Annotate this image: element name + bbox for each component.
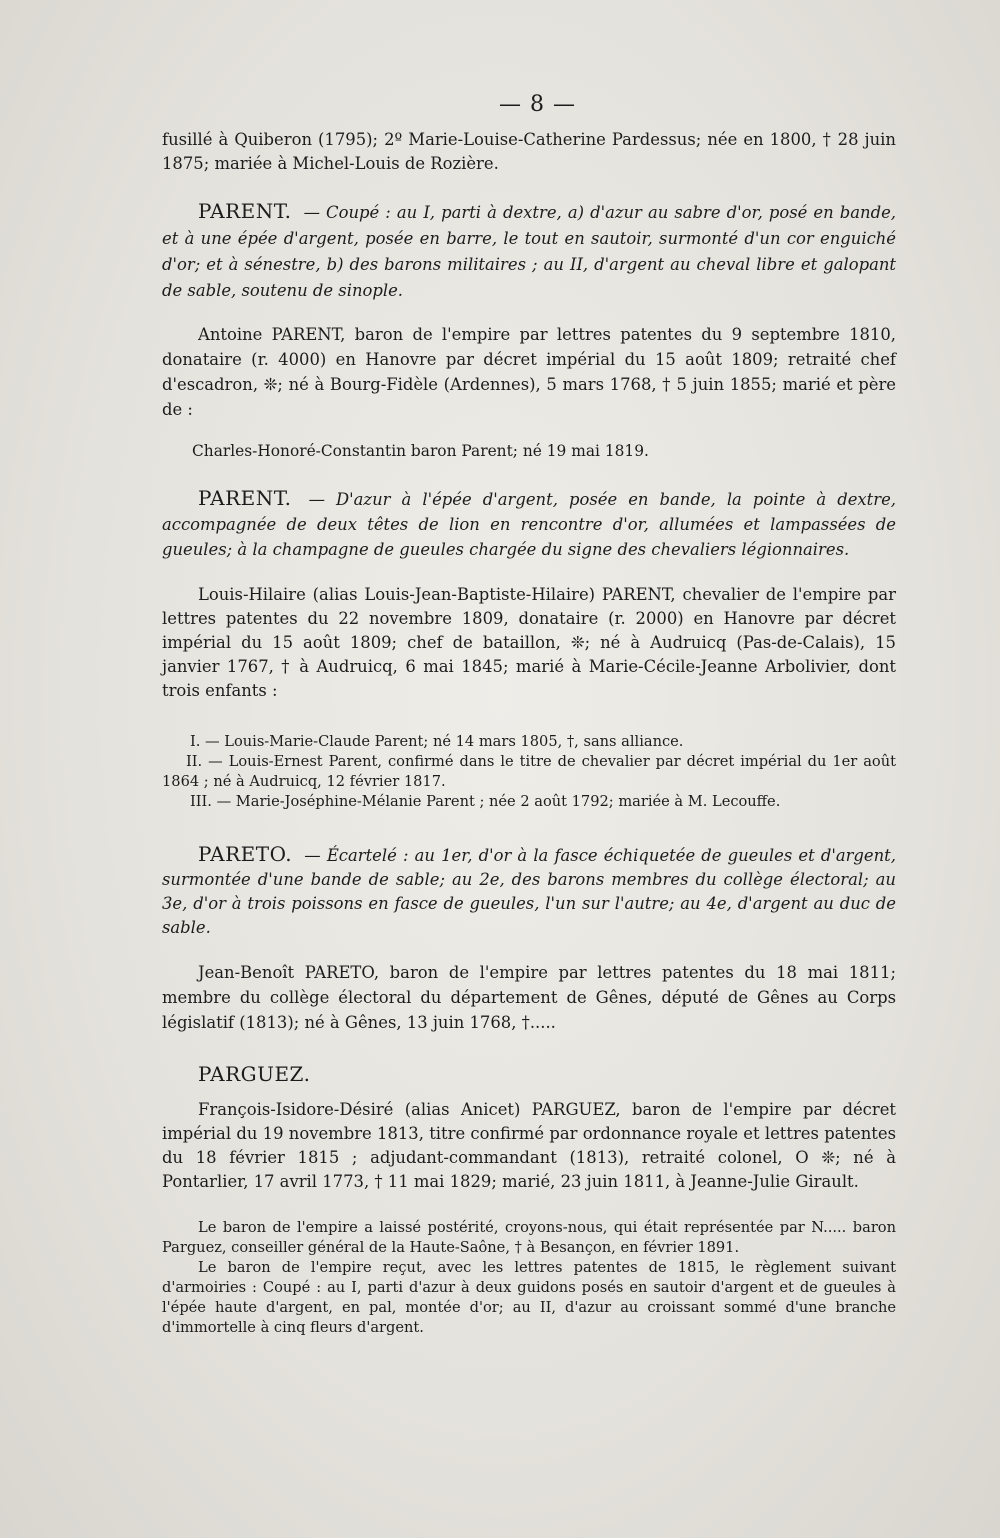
paragraph: Antoine PARENT, baron de l'empire par lettres patentes du 9 septembre 1810, donataire (r. 4000) en Hanovre par décret impérial du 15 août 1809; retraité chef d'escadron, ❊; né à Bourg-Fidèle (Ardennes), 5 mars 1768, † 5 juin 1855; marié et père de : (162, 325, 896, 419)
arms-text: — Coupé : au I, parti à dextre, a) d'azur au sabre d'or, posé en bande, et à une épée d'argent, posée en barre, le tout en sautoir, surmonté d'un cor enguiché d'or; et à sénestre, b) des barons militaires ; au II, d'argent au cheval libre et galopant de sable, soutenu de sinople. (162, 203, 896, 300)
paragraph: François-Isidore-Désiré (alias Anicet) PARGUEZ, baron de l'empire par décret impérial du 19 novembre 1813, titre confirmé par ordonnance royale et lettres patentes du 18 février 1815 ; adjudant-commandant (1813), retraité colonel, O ❊; né à Pontarlier, 17 avril 1773, † 11 mai 1829; marié, 23 juin 1811, à Jeanne-Julie Girault. (162, 1100, 896, 1191)
entry-heading: PARENT. (198, 199, 292, 223)
arms-paragraph (162, 486, 896, 562)
paragraph: Jean-Benoît PARETO, baron de l'empire par lettres patentes du 18 mai 1811; membre du collège électoral du département de Gênes, député de Gênes au Corps législatif (1813); né à Gênes, 13 juin 1768, †..... (162, 963, 896, 1032)
children-list (162, 732, 896, 812)
entry-parguez-notes (162, 1218, 896, 1338)
note-paragraph: Le baron de l'empire reçut, avec les lettres patentes de 1815, le règlement suivant d'armoiries : Coupé : au I, parti d'azur à deux guidons posés en sautoir d'argent et de gueules à l'épée haute d'argent, en pal, montée d'or; au II, d'azur au croissant sommé d'une branche d'immortelle à cinq fleurs d'argent. (162, 1259, 896, 1336)
entry-pareto-bio (162, 960, 896, 1035)
child-3: III. — Marie-Joséphine-Mélanie Parent ; née 2 août 1792; mariée à M. Lecouffe. (190, 793, 781, 810)
entry-parent-1-arms (162, 198, 896, 304)
arms-text: — Écartelé : au 1er, d'or à la fasce échiquetée de gueules et d'argent, surmontée d'une bande de sable; au 2e, des barons membres du collège électoral; au 3e, d'or à trois poissons en fasce de gueules, l'un sur l'autre; au 4e, d'argent au duc de sable. (162, 846, 896, 937)
entry-heading: PARETO. (198, 842, 293, 866)
entry-heading: PARENT. (198, 486, 292, 510)
entry-pareto-arms (162, 842, 896, 940)
paragraph: Louis-Hilaire (alias Louis-Jean-Baptiste-Hilaire) PARENT, chevalier de l'empire par lettres patentes du 22 novembre 1809, donataire (r. 2000) en Hanovre par décret impérial du 15 août 1809; chef de bataillon, ❊; né à Audruicq (Pas-de-Calais), 15 janvier 1767, † à Audruicq, 6 mai 1845; marié à Marie-Cécile-Jeanne Arbolivier, dont trois enfants : (162, 585, 896, 700)
child-2: II. — Louis-Ernest Parent, confirmé dans le titre de chevalier par décret impérial du 1er août 1864 ; né à Audruicq, 12 février 1817. (162, 753, 896, 790)
entry-parguez-heading (162, 1062, 896, 1088)
paragraph: Charles-Honoré-Constantin baron Parent; né 19 mai 1819. (192, 442, 649, 460)
entry-parent-1-bio (162, 322, 896, 422)
entry-parguez-bio (162, 1098, 896, 1194)
arms-text: — D'azur à l'épée d'argent, posée en bande, la pointe à dextre, accompagnée de deux têtes de lion en rencontre d'or, allumées et lampassées de gueules; à la champagne de gueules chargée du signe des chevaliers légionnaires. (162, 490, 897, 559)
arms-paragraph (162, 842, 896, 940)
heading-line (162, 1062, 896, 1088)
paragraph: fusillé à Quiberon (1795); 2º Marie-Louise-Catherine Pardessus; née en 1800, † 28 juin 1875; mariée à Michel-Louis de Rozière. (162, 130, 896, 173)
child-1: I. — Louis-Marie-Claude Parent; né 14 mars 1805, †, sans alliance. (190, 733, 684, 750)
entry-parent-2-bio (162, 583, 896, 703)
child-line (162, 440, 896, 462)
arms-paragraph (162, 198, 896, 304)
note-paragraph: Le baron de l'empire a laissé postérité, croyons-nous, qui était représentée par N..... baron Parguez, conseiller général de la Haute-Saône, † à Besançon, en février 1891. (162, 1219, 896, 1256)
entry-heading: PARGUEZ. (198, 1062, 311, 1086)
page-number: — 8 — (499, 92, 576, 117)
text-block (162, 128, 896, 176)
entry-parent-2-arms (162, 486, 896, 562)
